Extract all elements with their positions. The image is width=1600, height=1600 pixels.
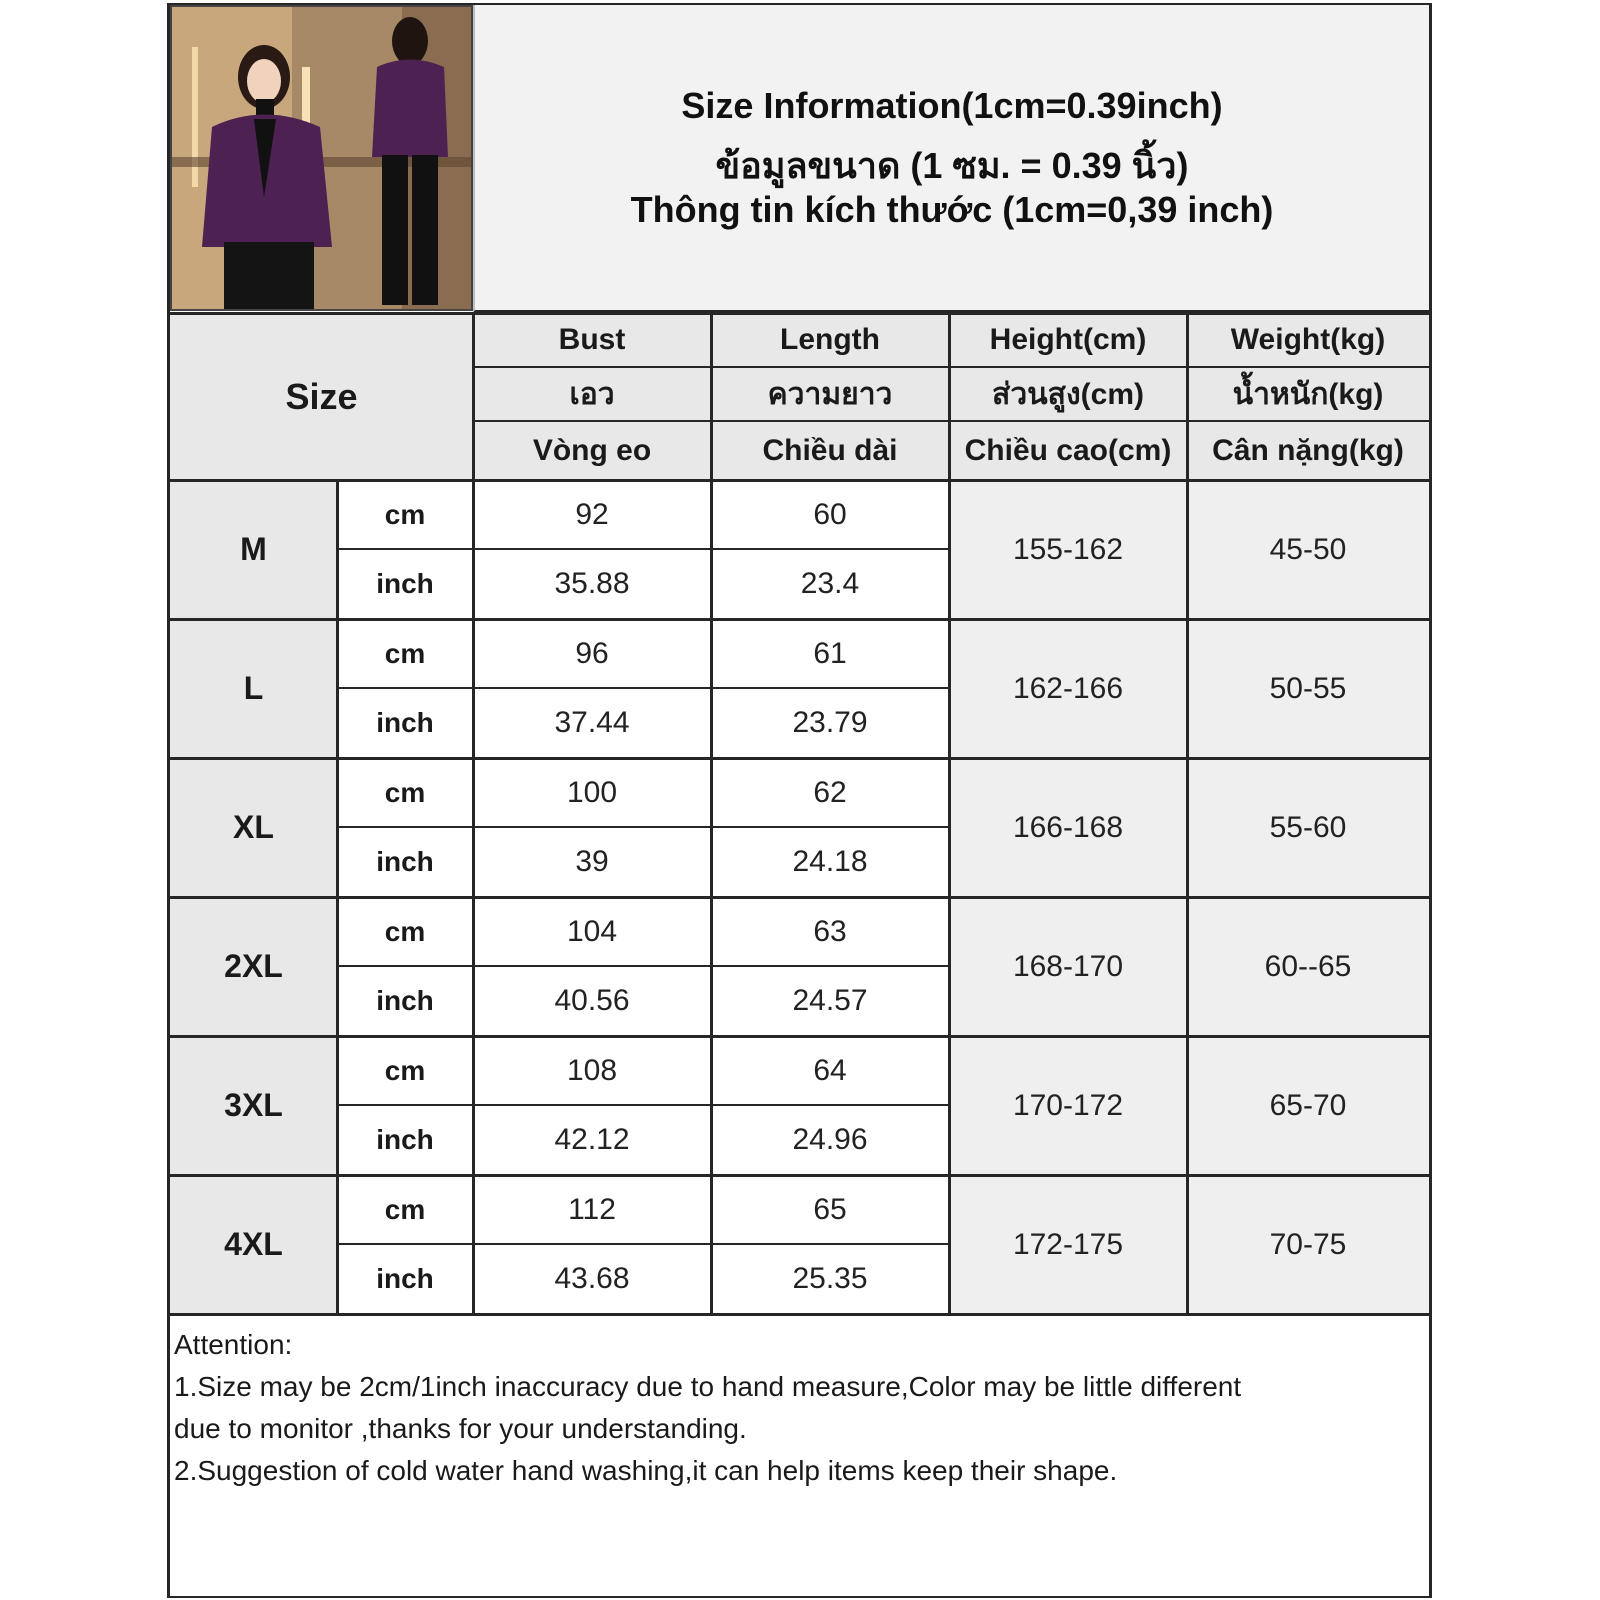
col-length-en: Length [711, 313, 949, 367]
bust-inch-2xl: 40.56 [473, 966, 711, 1036]
col-length-th: ความยาว [711, 367, 949, 421]
note-line: 2.Suggestion of cold water hand washing,it can help items keep their shape. [174, 1455, 1118, 1486]
length-cm-m: 60 [711, 480, 949, 549]
grid-line [170, 1313, 1429, 1316]
unit-inch: inch [337, 1244, 473, 1314]
grid-line [472, 313, 475, 1314]
bust-inch-4xl: 43.68 [473, 1244, 711, 1314]
size-label-l: L [170, 619, 337, 758]
bust-cm-l: 96 [473, 619, 711, 688]
col-bust-th: เอว [473, 367, 711, 421]
size-label-2xl: 2XL [170, 897, 337, 1036]
attention-notes [170, 1320, 1429, 1596]
length-cm-4xl: 65 [711, 1175, 949, 1244]
grid-line [170, 896, 1429, 899]
grid-line [170, 1035, 1429, 1038]
height-4xl: 172-175 [949, 1175, 1187, 1314]
bust-cm-m: 92 [473, 480, 711, 549]
length-cm-l: 61 [711, 619, 949, 688]
grid-line [170, 312, 1429, 315]
col-weight-th: น้ำหนัก(kg) [1187, 367, 1429, 421]
weight-xl: 55-60 [1187, 758, 1429, 897]
height-2xl: 168-170 [949, 897, 1187, 1036]
col-height-en: Height(cm) [949, 313, 1187, 367]
grid-line [337, 1104, 949, 1106]
grid-line [170, 479, 1429, 482]
unit-inch: inch [337, 549, 473, 619]
length-inch-l: 23.79 [711, 688, 949, 758]
col-length-vi: Chiều dài [711, 421, 949, 480]
grid-line [170, 1174, 1429, 1177]
weight-4xl: 70-75 [1187, 1175, 1429, 1314]
size-label-xl: XL [170, 758, 337, 897]
grid-line [948, 313, 951, 1314]
col-height-vi: Chiều cao(cm) [949, 421, 1187, 480]
length-inch-xl: 24.18 [711, 827, 949, 897]
length-cm-2xl: 63 [711, 897, 949, 966]
grid-line [473, 366, 1429, 368]
product-photo [170, 5, 473, 311]
col-weight-en: Weight(kg) [1187, 313, 1429, 367]
col-weight-vi: Cân nặng(kg) [1187, 421, 1429, 480]
weight-3xl: 65-70 [1187, 1036, 1429, 1175]
unit-inch: inch [337, 1105, 473, 1175]
bust-cm-2xl: 104 [473, 897, 711, 966]
note-line: due to monitor ,thanks for your understanding. [174, 1413, 747, 1444]
title-thai: ข้อมูลขนาด (1 ซม. = 0.39 นิ้ว) [715, 145, 1189, 186]
size-label-4xl: 4XL [170, 1175, 337, 1314]
weight-l: 50-55 [1187, 619, 1429, 758]
unit-cm: cm [337, 619, 473, 688]
size-header: Size [170, 313, 473, 480]
grid-line [1186, 313, 1189, 1314]
size-label-3xl: 3XL [170, 1036, 337, 1175]
col-height-th: ส่วนสูง(cm) [949, 367, 1187, 421]
title-english: Size Information(1cm=0.39inch) [681, 85, 1223, 126]
bust-inch-3xl: 42.12 [473, 1105, 711, 1175]
unit-cm: cm [337, 897, 473, 966]
weight-m: 45-50 [1187, 480, 1429, 619]
weight-2xl: 60--65 [1187, 897, 1429, 1036]
col-bust-vi: Vòng eo [473, 421, 711, 480]
bust-cm-3xl: 108 [473, 1036, 711, 1105]
size-info-header [473, 5, 1429, 313]
unit-cm: cm [337, 1036, 473, 1105]
length-inch-3xl: 24.96 [711, 1105, 949, 1175]
length-inch-2xl: 24.57 [711, 966, 949, 1036]
grid-line [337, 687, 949, 689]
height-3xl: 170-172 [949, 1036, 1187, 1175]
unit-cm: cm [337, 1175, 473, 1244]
grid-line [337, 548, 949, 550]
note-line: 1.Size may be 2cm/1inch inaccuracy due to hand measure,Color may be little different [174, 1371, 1242, 1402]
bust-inch-xl: 39 [473, 827, 711, 897]
grid-line [337, 1243, 949, 1245]
unit-cm: cm [337, 480, 473, 549]
grid-line [170, 757, 1429, 760]
unit-cm: cm [337, 758, 473, 827]
grid-line [337, 826, 949, 828]
model-image [172, 7, 471, 309]
unit-inch: inch [337, 827, 473, 897]
grid-line [710, 313, 713, 1314]
grid-line [473, 420, 1429, 422]
bust-inch-m: 35.88 [473, 549, 711, 619]
unit-inch: inch [337, 966, 473, 1036]
bust-cm-4xl: 112 [473, 1175, 711, 1244]
height-m: 155-162 [949, 480, 1187, 619]
length-cm-xl: 62 [711, 758, 949, 827]
unit-inch: inch [337, 688, 473, 758]
length-inch-4xl: 25.35 [711, 1244, 949, 1314]
size-chart [167, 3, 1432, 1598]
title-vietnamese: Thông tin kích thước (1cm=0,39 inch) [630, 189, 1274, 230]
height-l: 162-166 [949, 619, 1187, 758]
size-label-m: M [170, 480, 337, 619]
bust-inch-l: 37.44 [473, 688, 711, 758]
bust-cm-xl: 100 [473, 758, 711, 827]
grid-line [170, 618, 1429, 621]
height-xl: 166-168 [949, 758, 1187, 897]
length-inch-m: 23.4 [711, 549, 949, 619]
grid-line [336, 480, 339, 1314]
grid-line [337, 965, 949, 967]
col-bust-en: Bust [473, 313, 711, 367]
notes-title: Attention: [174, 1329, 293, 1360]
length-cm-3xl: 64 [711, 1036, 949, 1105]
